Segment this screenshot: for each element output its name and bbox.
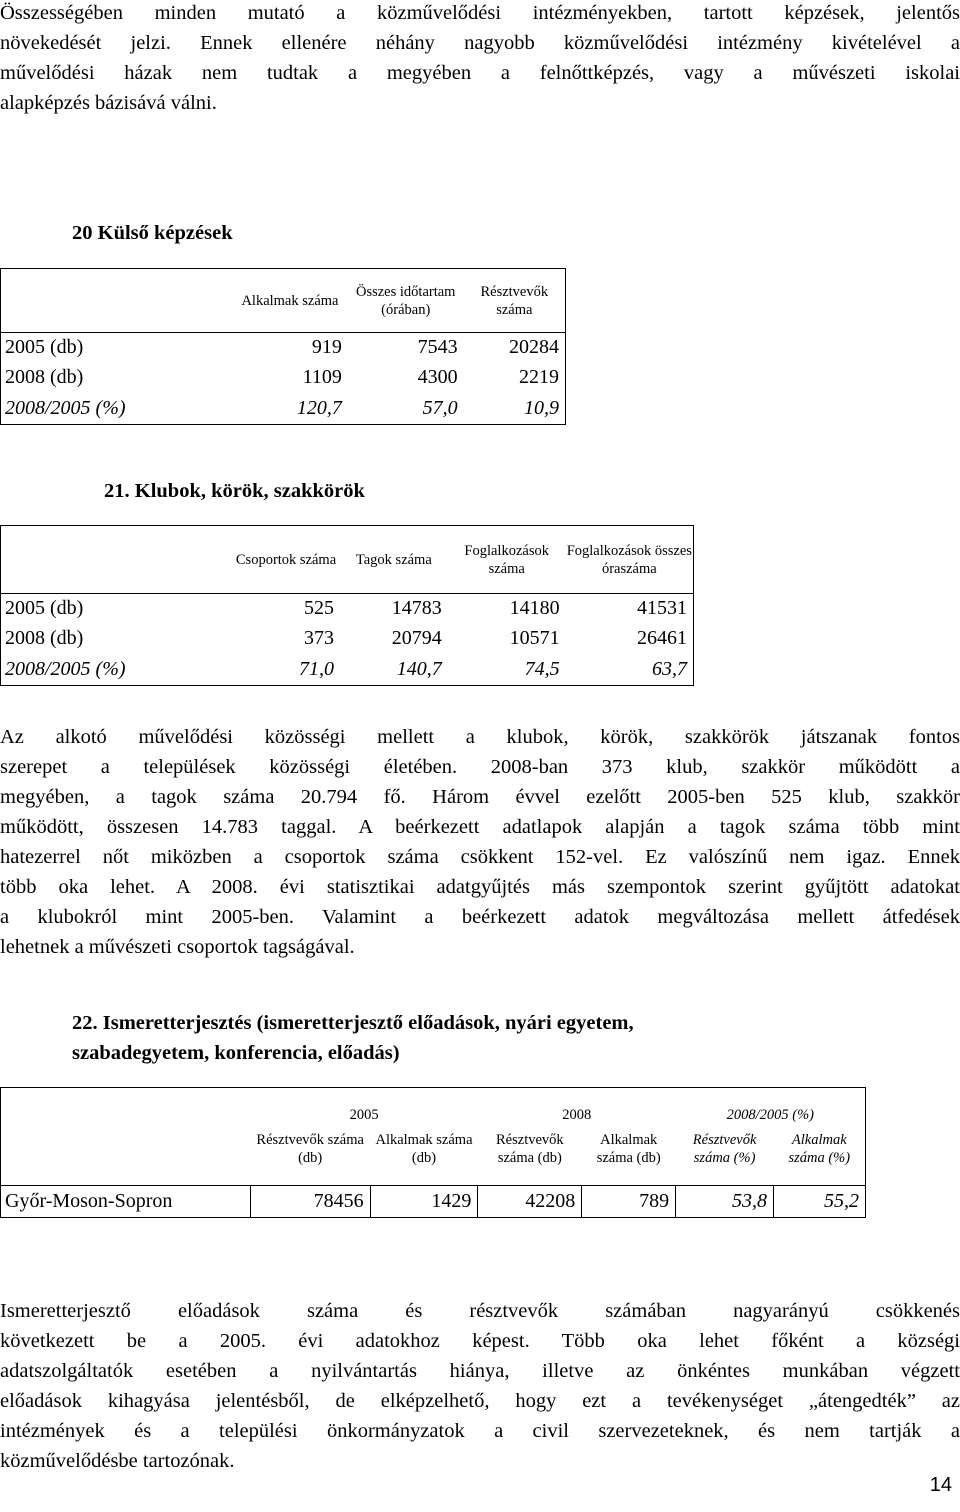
cell: 55,2 — [774, 1186, 866, 1218]
final-line: adatszolgáltatók esetében a nyilvántartás hiánya, illetve az önkéntes munkában végzett — [0, 1360, 960, 1382]
table21-header: Foglalkozások összes óraszáma — [566, 526, 694, 594]
table22-group: 2005 — [250, 1088, 478, 1124]
cell: 140,7 — [340, 654, 448, 686]
cell: 41531 — [566, 594, 694, 624]
table22-subheader: Résztvevők száma (%) — [692, 1131, 757, 1166]
cell: 4300 — [417, 366, 458, 388]
cell: 1109 — [302, 366, 342, 388]
cell: 10,9 — [464, 393, 566, 425]
table-row — [1, 624, 694, 654]
middle-line: hatezerrel nőt miközben a csoportok száma csökkent 152-vel. Ez valószínű nem igaz. Ennek — [0, 846, 960, 868]
cell: 78456 — [250, 1186, 370, 1218]
table22-subheader: Alkalmak száma (db) — [596, 1131, 661, 1166]
table22-subheader: Alkalmak száma (%) — [774, 1124, 866, 1174]
cell: 10571 — [509, 627, 560, 649]
cell: 26461 — [566, 624, 694, 654]
table-row — [1, 363, 566, 393]
middle-line: a klubokról mint 2005-ben. Valamint a beérkezett adatok megváltozása mellett átfedések — [0, 906, 960, 928]
final-paragraph — [0, 1296, 960, 1476]
cell: 525 — [232, 594, 340, 624]
cell: 57,0 — [348, 393, 464, 425]
table20-title: 20 Külső képzések — [72, 222, 233, 244]
row-label: 2008 (db) — [1, 624, 233, 654]
cell: 1429 — [370, 1186, 478, 1218]
table20-header: Összes időtartam (órában) — [348, 269, 464, 333]
middle-line: szerepet a települések közösségi életében. 2008-ban 373 klub, szakkör működött a — [0, 756, 960, 778]
table22-title-line1: 22. Ismeretterjesztés (ismeretterjesztő előadások, nyári egyetem, — [72, 1012, 634, 1034]
final-line: Ismeretterjesztő előadások száma és résztvevők számában nagyarányú csökkenés — [0, 1300, 960, 1322]
row-label: 2005 (db) — [1, 594, 233, 624]
middle-line: több oka lehet. A 2008. évi statisztikai adatgyűjtés más szempontok szerint gyűjtött adatokat — [0, 876, 960, 898]
middle-line: megyében, a tagok száma 20.794 fő. Három évvel ezelőtt 2005-ben 525 klub, szakkör — [0, 786, 960, 808]
table22-group: 2008 — [478, 1088, 676, 1124]
row-label: 2005 (db) — [1, 333, 233, 363]
cell: 20794 — [391, 627, 442, 649]
table22 — [0, 1087, 866, 1218]
final-line: következett be a 2005. évi adatokhoz képest. Több oka lehet főként a községi — [0, 1330, 960, 1352]
cell: 14783 — [340, 594, 448, 624]
intro-line: alapképzés bázisává válni. — [0, 92, 217, 114]
middle-paragraph — [0, 722, 960, 962]
cell: 63,7 — [566, 654, 694, 686]
intro-line: művelődési házak nem tudtak a megyében a felnőttképzés, vagy a művészeti iskolai — [0, 62, 960, 84]
final-line: előadások kihagyása jelentésből, de elképzelhető, hogy ezt a tevékenységet „átengedték” az — [0, 1390, 960, 1412]
cell: 789 — [582, 1186, 676, 1218]
table21-header: Foglalkozások száma — [448, 526, 566, 594]
final-line: intézmények és a települési önkormányzatok a civil szervezeteknek, és nem tartják a — [0, 1420, 960, 1442]
table22-subheader: Résztvevők száma (db) — [256, 1131, 364, 1166]
table22-group: 2008/2005 (%) — [676, 1088, 866, 1124]
table20 — [0, 268, 566, 425]
row-label: 2008/2005 (%) — [1, 393, 233, 425]
table22-subheader: Alkalmak száma (db) — [375, 1131, 473, 1166]
table22-subheader: Résztvevők száma (db) — [496, 1131, 564, 1166]
cell: 120,7 — [232, 393, 348, 425]
table22-title-line2: szabadegyetem, konferencia, előadás) — [72, 1042, 400, 1064]
table20-header: Alkalmak száma — [232, 269, 348, 333]
page-number: 14 — [929, 1474, 952, 1496]
cell: 7543 — [348, 333, 464, 363]
intro-line: Összességében minden mutató a közművelődési intézményekben, tartott képzések, jelentős — [0, 2, 960, 24]
table-row — [1, 333, 566, 363]
row-label: 2008/2005 (%) — [1, 654, 233, 686]
cell: 42208 — [478, 1186, 582, 1218]
table-row — [1, 393, 566, 425]
intro-paragraph — [0, 0, 960, 118]
cell: 14180 — [448, 594, 566, 624]
intro-line: növekedését jelzi. Ennek ellenére néhány nagyobb közművelődési intézmény kivételével a — [0, 32, 960, 54]
row-label: 2008 (db) — [1, 363, 233, 393]
table21 — [0, 525, 694, 686]
cell: 2219 — [464, 363, 566, 393]
cell: 53,8 — [676, 1186, 774, 1218]
table-row — [1, 654, 694, 686]
cell: 373 — [303, 627, 334, 649]
table20-header: Résztvevők száma — [464, 269, 566, 333]
middle-line: működött, összesen 14.783 taggal. A beérkezett adatlapok alapján a tagok száma több mint — [0, 816, 960, 838]
cell: 71,0 — [232, 654, 340, 686]
cell: 20284 — [464, 333, 566, 363]
cell: 74,5 — [448, 654, 566, 686]
table-row — [1, 594, 694, 624]
middle-line: Az alkotó művelődési közösségi mellett a klubok, körök, szakkörök játszanak fontos — [0, 726, 960, 748]
table21-header: Csoportok száma — [232, 526, 340, 594]
middle-line: lehetnek a művészeti csoportok tagságával. — [0, 936, 355, 958]
final-line: közművelődésbe tartozónak. — [0, 1450, 235, 1472]
table21-header: Tagok száma — [340, 526, 448, 594]
row-label: Győr-Moson-Sopron — [1, 1186, 251, 1218]
table21-title: 21. Klubok, körök, szakkörök — [104, 480, 365, 502]
cell: 919 — [232, 333, 348, 363]
table-row — [1, 1186, 866, 1218]
